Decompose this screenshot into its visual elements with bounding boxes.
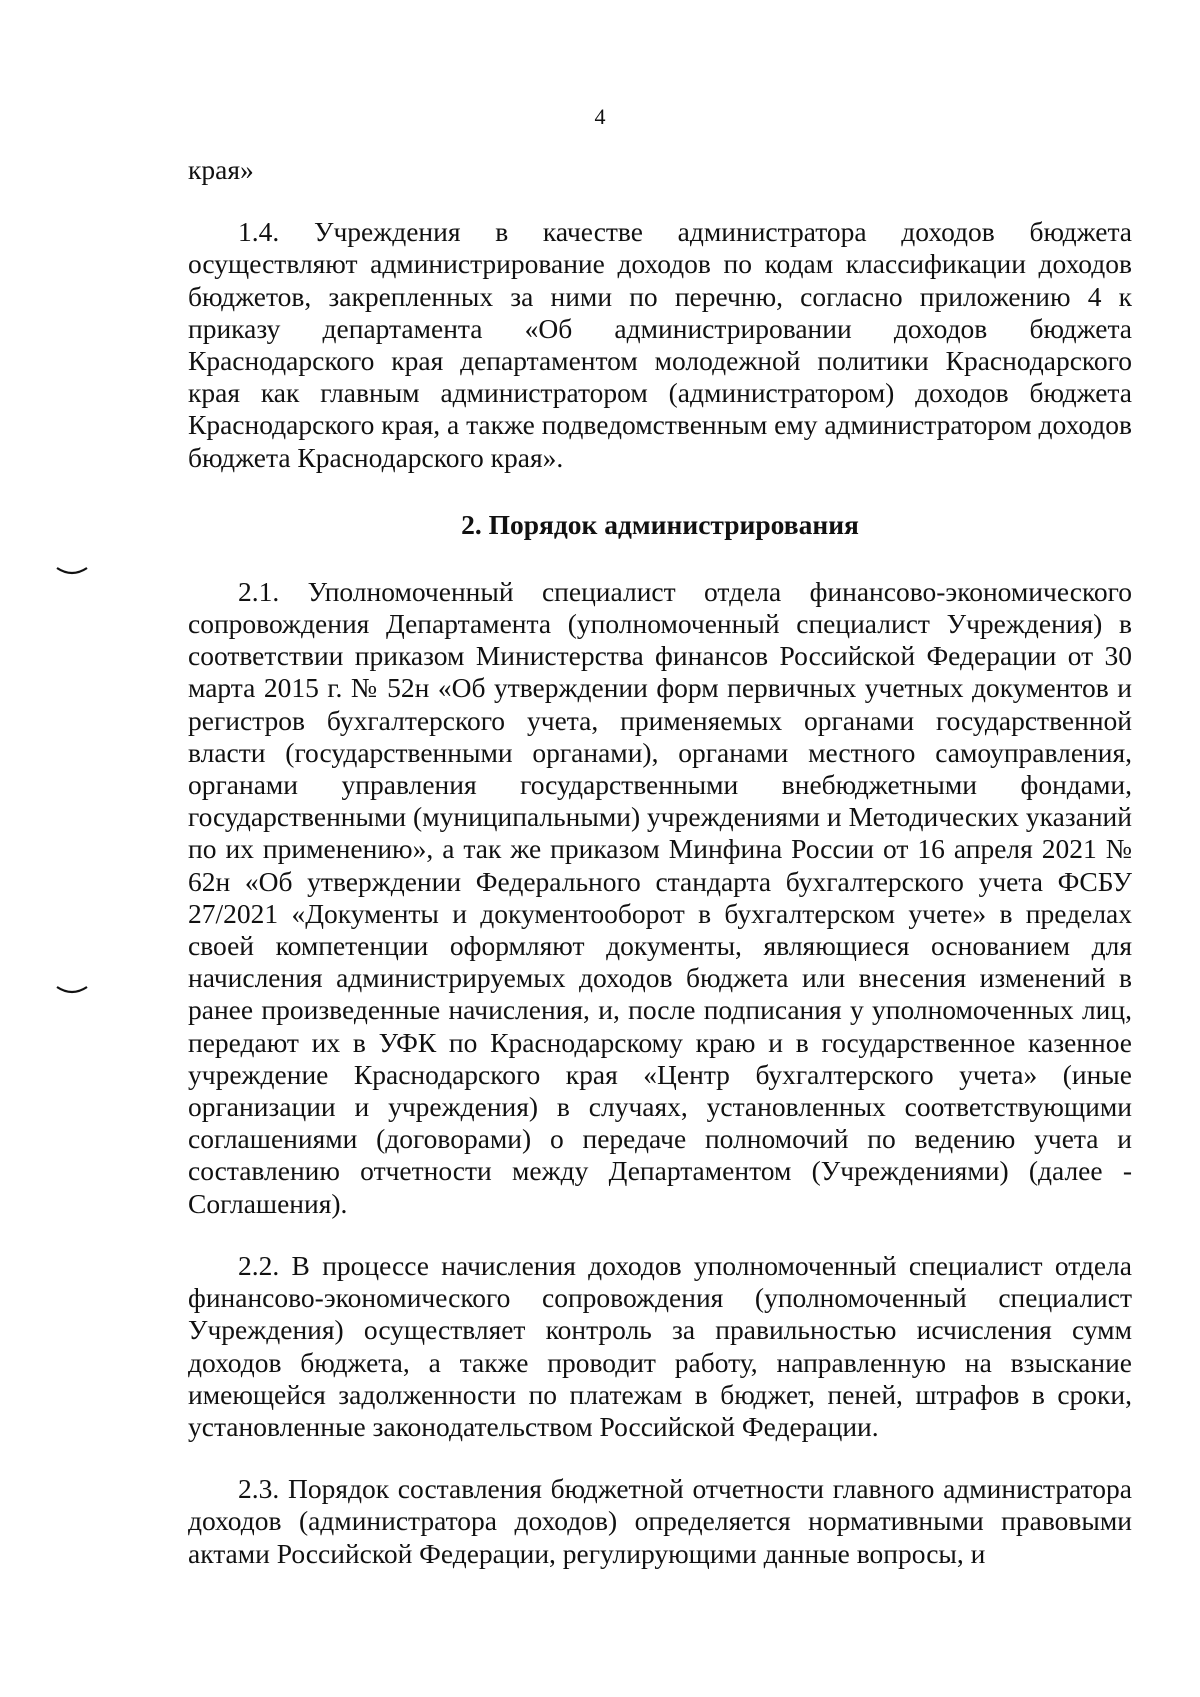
binding-mark [56, 985, 88, 997]
paragraph-1-4: 1.4. Учреждения в качестве администратора доходов бюджета осуществляют администрирование доходов по кодам классификации доходов бюджетов, закрепленных за ними по перечню, согласно приложению 4 к приказу департамента «Об администрировании доходов бюджета Краснодарского края департаментом молодежной политики Краснодарского края как главным администратором (администратором) доходов бюджета Краснодарского края, а также подведомственным ему администратором доходов бюджета Краснодарского края». [188, 216, 1132, 473]
binding-mark [56, 566, 88, 578]
paragraph-2-1: 2.1. Уполномоченный специалист отдела финансово-экономического сопровождения Департамента (уполномоченный специалист Учреждения) в соответствии приказом Министерства финансов Российской Федерации от 30 марта 2015 г. № 52н «Об утверждении форм первичных учетных документов и регистров бухгалтерского учета, применяемых органами государственной власти (государственными органами), органами местного самоуправления, органами управления государственными внебюджетными фондами, государственными (муниципальными) учреждениями и Методических указаний по их применению», а так же приказом Минфина России от 16 апреля 2021 № 62н «Об утверждении Федерального стандарта бухгалтерского учета ФСБУ 27/2021 «Документы и документооборот в бухгалтерском учете» в пределах своей компетенции оформляют документы, являющиеся основанием для начисления администрируемых доходов бюджета или внесения изменений в ранее произведенные начисления, и, после подписания у уполномоченных лиц, передают их в УФК по Краснодарскому краю и в государственное казенное учреждение Краснодарского края «Центр бухгалтерского учета» (иные организации и учреждения) в случаях, установленных соответствующими соглашениями (договорами) о передаче полномочий по ведению учета и составлению отчетности между Департаментом (Учреждениями) (далее - Соглашения). [188, 575, 1132, 1219]
document-body [188, 154, 1132, 1570]
paragraph-continuation: края» [188, 154, 254, 185]
paragraph-2-2: 2.2. В процессе начисления доходов уполномоченный специалист отдела финансово-экономического сопровождения (уполномоченный специалист Учреждения) осуществляет контроль за правильностью исчисления сумм доходов бюджета, а также проводит работу, направленную на взыскание имеющейся задолженности по платежам в бюджет, пеней, штрафов в сроки, установленные законодательством Российской Федерации. [188, 1249, 1132, 1442]
section-heading: 2. Порядок администрирования [461, 508, 859, 540]
paragraph-2-3: 2.3. Порядок составления бюджетной отчетности главного администратора доходов (администратора доходов) определяется нормативными правовыми актами Российской Федерации, регулирующими данные вопросы, и [188, 1473, 1132, 1569]
page-number: 4 [594, 104, 606, 129]
